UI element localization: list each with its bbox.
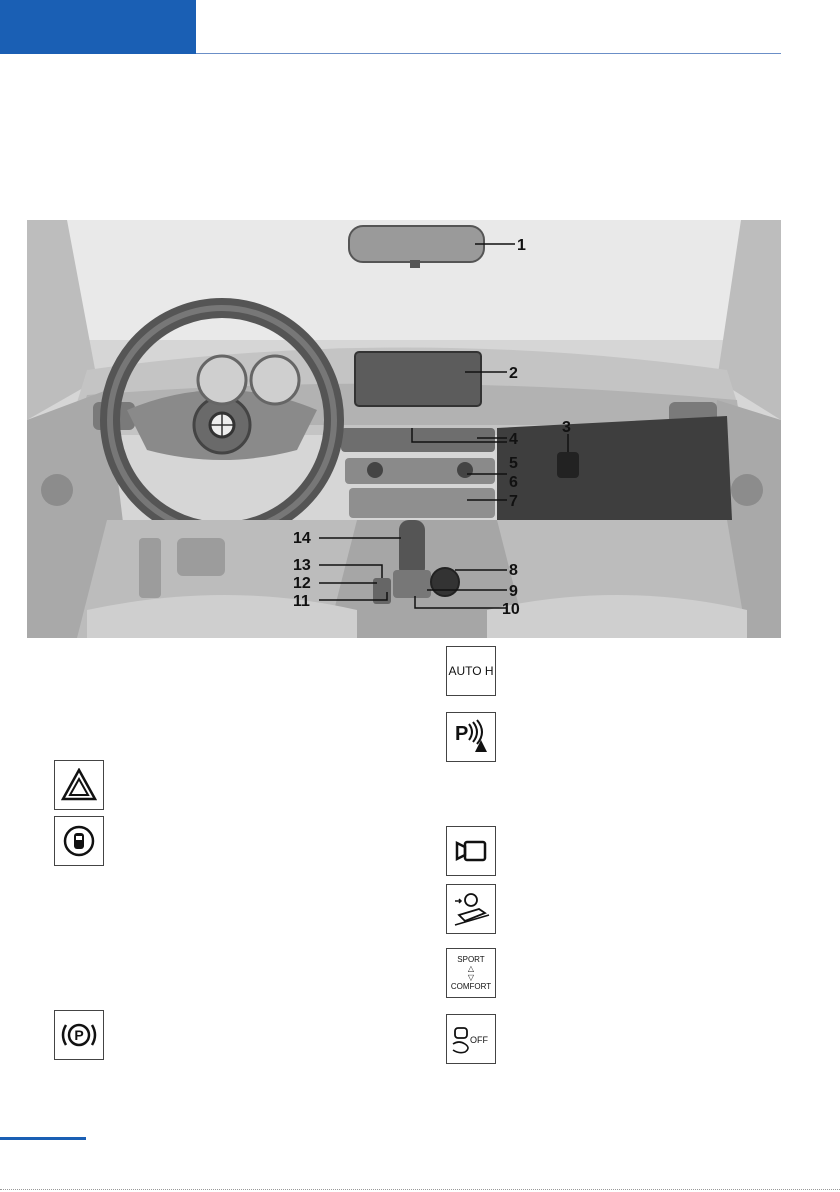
camera-icon [446,826,496,876]
callout-5: 5 [509,455,518,472]
callout-2: 2 [509,365,518,382]
arrow-up-down-icon: △ ▽ [467,964,475,982]
callout-1: 1 [517,237,526,254]
hill-descent-control-icon [446,884,496,934]
callout-13: 13 [293,557,311,574]
parking-brake-icon [54,1010,104,1060]
auto-hold-label: AUTO H [448,664,494,678]
callout-4: 4 [509,431,518,448]
header-rule [196,53,781,54]
comfort-label: COMFORT [450,982,492,991]
callout-3: 3 [562,419,571,436]
callout-10: 10 [502,601,520,618]
header-tab [0,0,196,54]
callout-11: 11 [293,593,310,610]
callout-8: 8 [509,562,518,579]
callout-6: 6 [509,474,518,491]
auto-hold-icon [446,646,496,696]
sport-label: SPORT [457,955,485,964]
dsc-off-icon [446,1014,496,1064]
hazard-warning-icon [54,760,104,810]
callout-9: 9 [509,583,518,600]
svg-text:P: P [455,723,469,745]
central-locking-icon [54,816,104,866]
driving-dynamics-control-icon [446,948,496,998]
callout-7: 7 [509,493,518,510]
svg-text:P: P [74,1027,84,1043]
callout-14: 14 [293,530,311,547]
callout-12: 12 [293,575,311,592]
page-bottom-border [0,1189,840,1190]
cockpit-illustration [27,220,781,638]
footer-rule [0,1137,86,1140]
park-distance-control-icon [446,712,496,762]
dsc-off-label: OFF [470,1035,488,1045]
